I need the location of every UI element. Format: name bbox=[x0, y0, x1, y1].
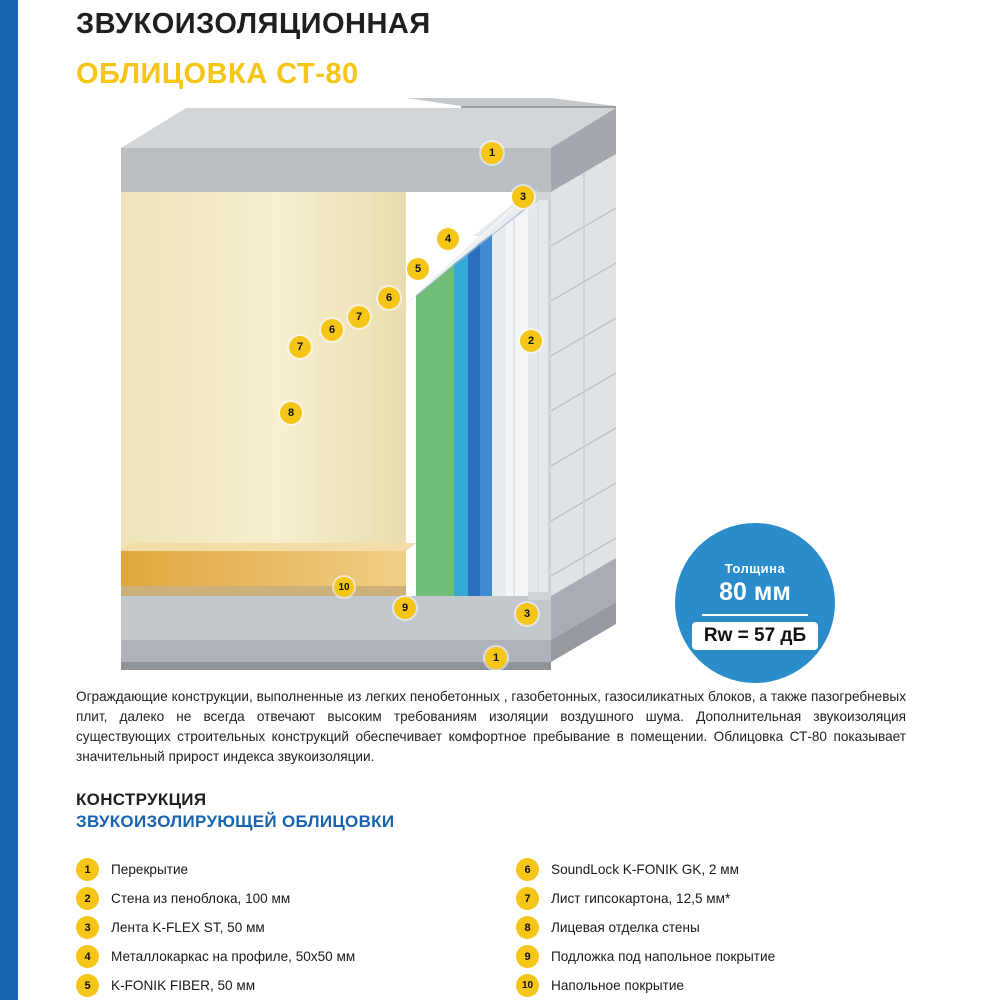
callout-1-top: 1 bbox=[481, 142, 503, 164]
callout-7-lower: 7 bbox=[289, 336, 311, 358]
callout-3-bottom: 3 bbox=[516, 603, 538, 625]
legend-label: K-FONIK FIBER, 50 мм bbox=[111, 978, 256, 993]
list-item bbox=[76, 913, 516, 942]
legend-number: 5 bbox=[76, 974, 99, 997]
legend-label: Перекрытие bbox=[111, 862, 189, 877]
wall-assembly-diagram bbox=[76, 96, 696, 676]
badge-rw-value: Rw = 57 дБ bbox=[692, 622, 818, 650]
badge-divider bbox=[702, 614, 808, 616]
legend-number: 2 bbox=[76, 887, 99, 910]
callout-9: 9 bbox=[394, 597, 416, 619]
legend-number: 1 bbox=[76, 858, 99, 881]
legend-number: 6 bbox=[516, 858, 539, 881]
page-title-line1: ЗВУКОИЗОЛЯЦИОННАЯ bbox=[76, 8, 431, 40]
list-item bbox=[76, 884, 516, 913]
list-item bbox=[76, 942, 516, 971]
legend bbox=[76, 855, 956, 1000]
legend-label: Металлокаркас на профиле, 50x50 мм bbox=[111, 949, 356, 964]
legend-number: 4 bbox=[76, 945, 99, 968]
list-item bbox=[76, 971, 516, 1000]
legend-label: Лицевая отделка стены bbox=[551, 920, 700, 935]
legend-column-left bbox=[76, 855, 516, 1000]
callout-1-bottom: 1 bbox=[485, 647, 507, 669]
page-title-line2: ОБЛИЦОВКА СТ-80 bbox=[76, 58, 359, 90]
thickness-badge bbox=[675, 523, 835, 683]
list-item bbox=[516, 942, 956, 971]
legend-label: Лист гипсокартона, 12,5 мм* bbox=[551, 891, 731, 906]
description-paragraph: Ограждающие конструкции, выполненные из легких пенобетонных , газобетонных, газосиликатных блоков, а также пазогребневых плит, далеко не всегда отвечают высоким требованиям изоляции воздушного шума. Дополнительная звукоизоляция существующих строительных конструкций обеспечивает комфортное пребывание в помещении. Облицовка СТ-80 показывает значительный прирост индекса звукоизоляции. bbox=[76, 689, 906, 764]
callout-5: 5 bbox=[407, 258, 429, 280]
legend-label: Напольное покрытие bbox=[551, 978, 684, 993]
callout-7-upper: 7 bbox=[348, 306, 370, 328]
legend-label: Лента K-FLEX ST, 50 мм bbox=[111, 920, 265, 935]
callout-2: 2 bbox=[520, 330, 542, 352]
left-accent-bar bbox=[0, 0, 18, 1000]
list-item bbox=[516, 913, 956, 942]
callout-10: 10 bbox=[334, 577, 354, 597]
callout-3-top: 3 bbox=[512, 186, 534, 208]
callout-6-lower: 6 bbox=[321, 319, 343, 341]
callout-6-upper: 6 bbox=[378, 287, 400, 309]
legend-number: 7 bbox=[516, 887, 539, 910]
section-heading-line2: ЗВУКОИЗОЛИРУЮЩЕЙ ОБЛИЦОВКИ bbox=[76, 812, 395, 831]
legend-number: 9 bbox=[516, 945, 539, 968]
legend-label: Подложка под напольное покрытие bbox=[551, 949, 776, 964]
badge-label: Толщина bbox=[724, 560, 786, 576]
callout-4: 4 bbox=[437, 228, 459, 250]
legend-number: 8 bbox=[516, 916, 539, 939]
legend-label: SoundLock K-FONIK GK, 2 мм bbox=[551, 862, 739, 877]
legend-number: 10 bbox=[516, 974, 539, 997]
list-item bbox=[516, 971, 956, 1000]
legend-number: 3 bbox=[76, 916, 99, 939]
legend-column-right bbox=[516, 855, 956, 1000]
section-heading-line1: КОНСТРУКЦИЯ bbox=[76, 790, 207, 809]
list-item bbox=[516, 884, 956, 913]
callout-8: 8 bbox=[280, 402, 302, 424]
list-item bbox=[76, 855, 516, 884]
legend-label: Стена из пеноблока, 100 мм bbox=[111, 891, 291, 906]
badge-thickness: 80 мм bbox=[719, 577, 791, 606]
list-item bbox=[516, 855, 956, 884]
wall-assembly-svg bbox=[76, 96, 696, 676]
